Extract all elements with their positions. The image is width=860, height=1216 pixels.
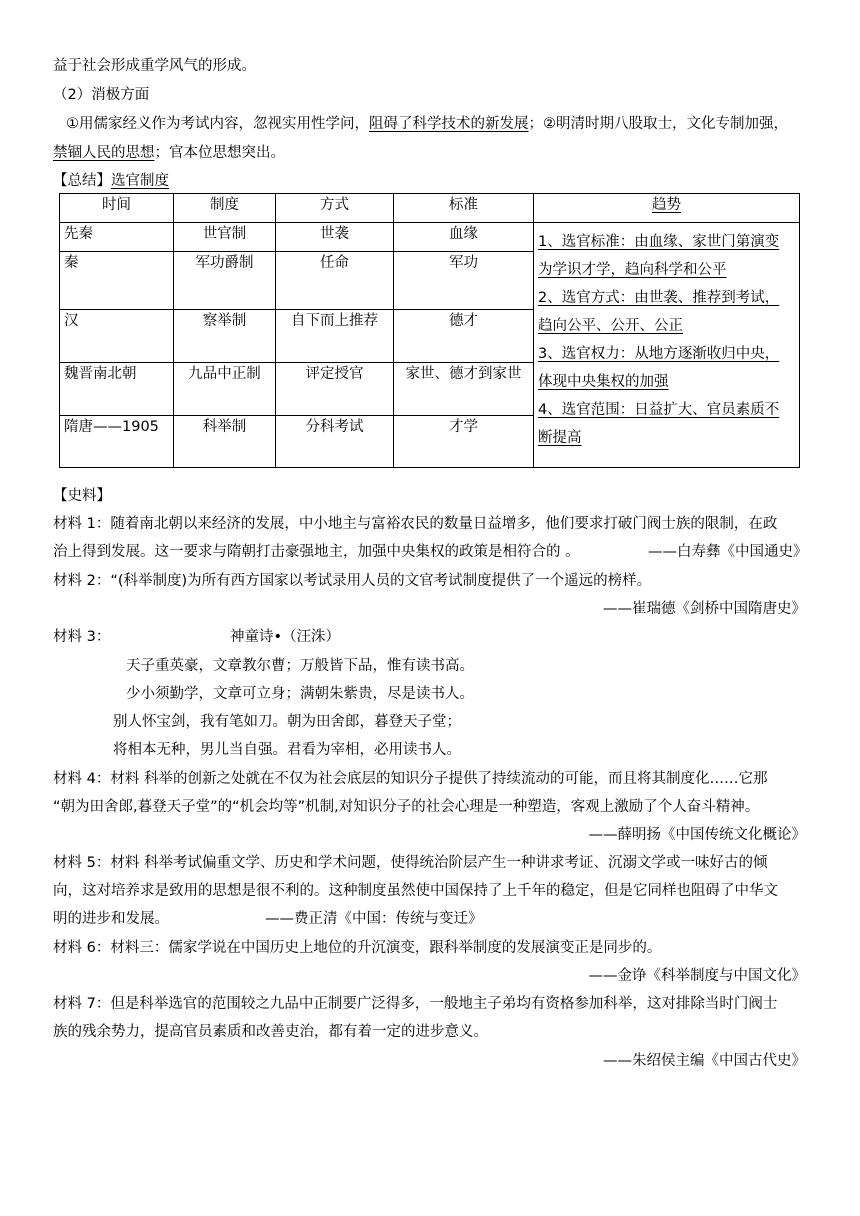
cell-method: 世袭: [276, 223, 394, 252]
summary-bracket: 【总结】: [53, 173, 111, 189]
negative-paragraph-cont: [53, 142, 285, 164]
official-selection-table: [59, 193, 800, 468]
poem-line: 将相本无种，男儿当自强。君看为宰相，必用读书人。: [113, 742, 461, 758]
cell-standard: 军功: [394, 252, 534, 310]
cell-time: 秦: [60, 252, 174, 310]
poem-line: 少小须勤学，文章可立身；满朝朱紫贵，尽是读书人。: [126, 686, 474, 702]
source-1-line: 治上得到发展。这一要求与隋朝打击豪强地主，加强中央集权的政策是相符合的 。: [53, 544, 580, 560]
source-2-line: 材料 2：“(科举制度)为所有西方国家以考试录用人员的文官考试制度提供了一个遥远的榜样。: [53, 573, 652, 589]
negative-text: ①用儒家经义作为考试内容，忽视实用性学问，: [66, 116, 369, 132]
source-7-line: 族的残余势力，提高官员素质和改善吏治，都有着一定的进步意义。: [53, 1024, 488, 1040]
cell-system: 察举制: [174, 310, 276, 363]
source-6-citation: ——金诤《科举制度与中国文化》: [588, 968, 806, 984]
source-5-line: 明的进步和发展。: [53, 911, 169, 927]
source-6-line: 材料 6：材料三：儒家学说在中国历史上地位的升沉演变，跟科举制度的发展演变正是同步的。: [53, 940, 662, 956]
cell-system: 九品中正制: [174, 363, 276, 416]
trend-line: 趋向公平、公开、公正: [538, 318, 683, 334]
source-5-citation: ——费正清《中国：传统与变迁》: [265, 911, 483, 927]
cell-time: 隋唐——1905: [60, 416, 174, 468]
trend-line: 2、选官方式：由世袭、推荐到考试，: [538, 290, 780, 306]
negative-underlined-text: 禁锢人民的思想: [53, 145, 155, 161]
cell-standard: 德才: [394, 310, 534, 363]
trend-line: 4、选官范围：日益扩大、官员素质不: [538, 402, 780, 418]
source-4-citation: ——薛明扬《中国传统文化概论》: [588, 827, 806, 843]
cell-method: 评定授官: [276, 363, 394, 416]
header-system: 制度: [174, 194, 276, 223]
source-7-line: 材料 7：但是科举选官的范围较之九品中正制要广泛得多，一般地主子弟均有资格参加科举，这对排除当时门阀士: [53, 996, 778, 1012]
negative-heading: （2）消极方面: [53, 87, 150, 103]
source-1-citation: ——白寿彝《中国通史》: [648, 544, 808, 560]
cell-standard: 家世、德才到家世: [394, 363, 534, 416]
cell-method: 分科考试: [276, 416, 394, 468]
poem-line: 天子重英豪，文章教尔曹；万般皆下品，惟有读书高。: [126, 658, 474, 674]
negative-paragraph: [66, 113, 788, 135]
table-row: [60, 223, 800, 252]
cell-method: 自下而上推荐: [276, 310, 394, 363]
source-5-line: 材料 5：材料 科举考试偏重文学、历史和学术问题，使得统治阶层产生一种讲求考证、沉溺文学或一味好古的倾: [53, 855, 768, 871]
trend-line: 3、选官权力：从地方逐渐收归中央，: [538, 346, 780, 362]
source-4-line: “朝为田舍郎,暮登天子堂”的“机会均等”机制,对知识分子的社会心理是一种塑造，客观上激励了个人奋斗精神。: [53, 799, 760, 815]
source-1-line: 材料 1：随着南北朝以来经济的发展，中小地主与富裕农民的数量日益增多，他们要求打破门阀士族的限制，在政: [53, 516, 778, 532]
source-3-label: 材料 3：: [53, 629, 111, 645]
sources-heading: 【史料】: [53, 488, 111, 504]
trend-line: 为学识才学，趋向科学和公平: [538, 262, 727, 278]
cell-time: 魏晋南北朝: [60, 363, 174, 416]
trend-line: 断提高: [538, 430, 582, 446]
cell-system: 军功爵制: [174, 252, 276, 310]
header-standard: 标准: [394, 194, 534, 223]
summary-heading: [53, 170, 169, 192]
negative-text: ；②明清时期八股取士，文化专制加强，: [528, 116, 788, 132]
cell-time: 先秦: [60, 223, 174, 252]
source-7-citation: ——朱绍侯主编《中国古代史》: [603, 1053, 806, 1069]
source-4-line: 材料 4：材料 科举的创新之处就在不仅为社会底层的知识分子提供了持续流动的可能，而且将其制度化……它那: [53, 771, 768, 787]
cell-method: 任命: [276, 252, 394, 310]
trend-line: 1、选官标准：由血缘、家世门第演变: [538, 234, 780, 250]
table-header-row: [60, 194, 800, 223]
header-trend: 趋势: [534, 194, 800, 223]
source-5-line: 向，这对培养求是致用的思想是很不利的。这种制度虽然使中国保持了上千年的稳定，但是它同样也阻碍了中华文: [53, 883, 778, 899]
trend-cell: [534, 223, 800, 468]
poem-title: 神童诗•（汪洙）: [230, 629, 341, 645]
trend-line: 体现中央集权的加强: [538, 374, 669, 390]
cell-system: 世官制: [174, 223, 276, 252]
cell-system: 科举制: [174, 416, 276, 468]
cell-standard: 血缘: [394, 223, 534, 252]
header-time: 时间: [60, 194, 174, 223]
negative-underlined-text: 阻碍了科学技术的新发展: [369, 116, 529, 132]
cell-standard: 才学: [394, 416, 534, 468]
poem-line: 别人怀宝剑，我有笔如刀。朝为田舍郎，暮登天子堂；: [113, 714, 461, 730]
negative-text: ；官本位思想突出。: [154, 145, 285, 161]
source-2-citation: ——崔瑞德《剑桥中国隋唐史》: [603, 601, 806, 617]
intro-line: 益于社会形成重学风气的形成。: [53, 58, 256, 74]
summary-title: 选官制度: [111, 173, 169, 189]
header-method: 方式: [276, 194, 394, 223]
cell-time: 汉: [60, 310, 174, 363]
